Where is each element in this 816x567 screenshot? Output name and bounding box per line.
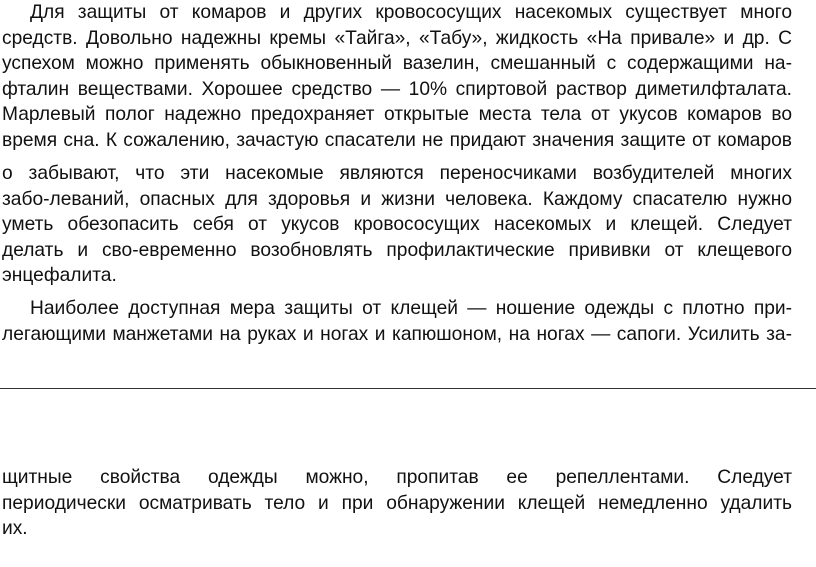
text-line: легающими манжетами на руках и ногах и капюшоном, на ногах — сапоги. Усилить за-: [2, 323, 792, 345]
paragraph-tick-protection: [2, 296, 792, 347]
text-line: средств. Довольно надежны кремы «Тайга», «Табу», жидкость «На привале» и др. С: [2, 27, 792, 49]
text-line: забо-леваний, опасных для здоровья и жизни человека. Каждому спасателю нужно: [2, 188, 792, 210]
text-line: периодически осматривать тело и при обнаружении клещей немедленно удалить: [2, 492, 792, 514]
text-line: делать и сво-евременно возобновлять профилактические прививки от клещевого: [2, 239, 792, 261]
text-line: время сна. К сожалению, зачастую спасатели не придают значения защите от комаров: [2, 129, 792, 151]
text-line: о забывают, что эти насекомые являются переносчиками возбудителей многих: [2, 163, 792, 184]
text-line: их.: [2, 518, 28, 539]
paragraph-mosquito-protection: [2, 0, 792, 153]
text-line: энцефалита.: [2, 265, 117, 286]
page-divider: [0, 388, 816, 389]
paragraph-repellents: [2, 465, 792, 542]
text-line: щитные свойства одежды можно, пропитав ее репеллентами. Следует: [2, 467, 792, 488]
text-line: уметь обезопасить себя от укусов кровососущих насекомых и клещей. Следует: [2, 214, 792, 235]
text-line: Марлевый полог надежно предохраняет открытые места тела от укусов комаров во: [2, 104, 792, 125]
text-line: Наиболее доступная мера защиты от клещей — ношение одежды с плотно при-: [30, 298, 792, 319]
text-line: успехом можно применять обыкновенный вазелин, смешанный с содержащими на-: [2, 53, 792, 74]
text-line: Для защиты от комаров и других кровососущих насекомых существует много: [30, 2, 792, 23]
paragraph-disease-carriers: [2, 161, 792, 289]
text-line: фталин веществами. Хорошее средство — 10% спиртовой раствор диметилфталата.: [2, 78, 792, 100]
